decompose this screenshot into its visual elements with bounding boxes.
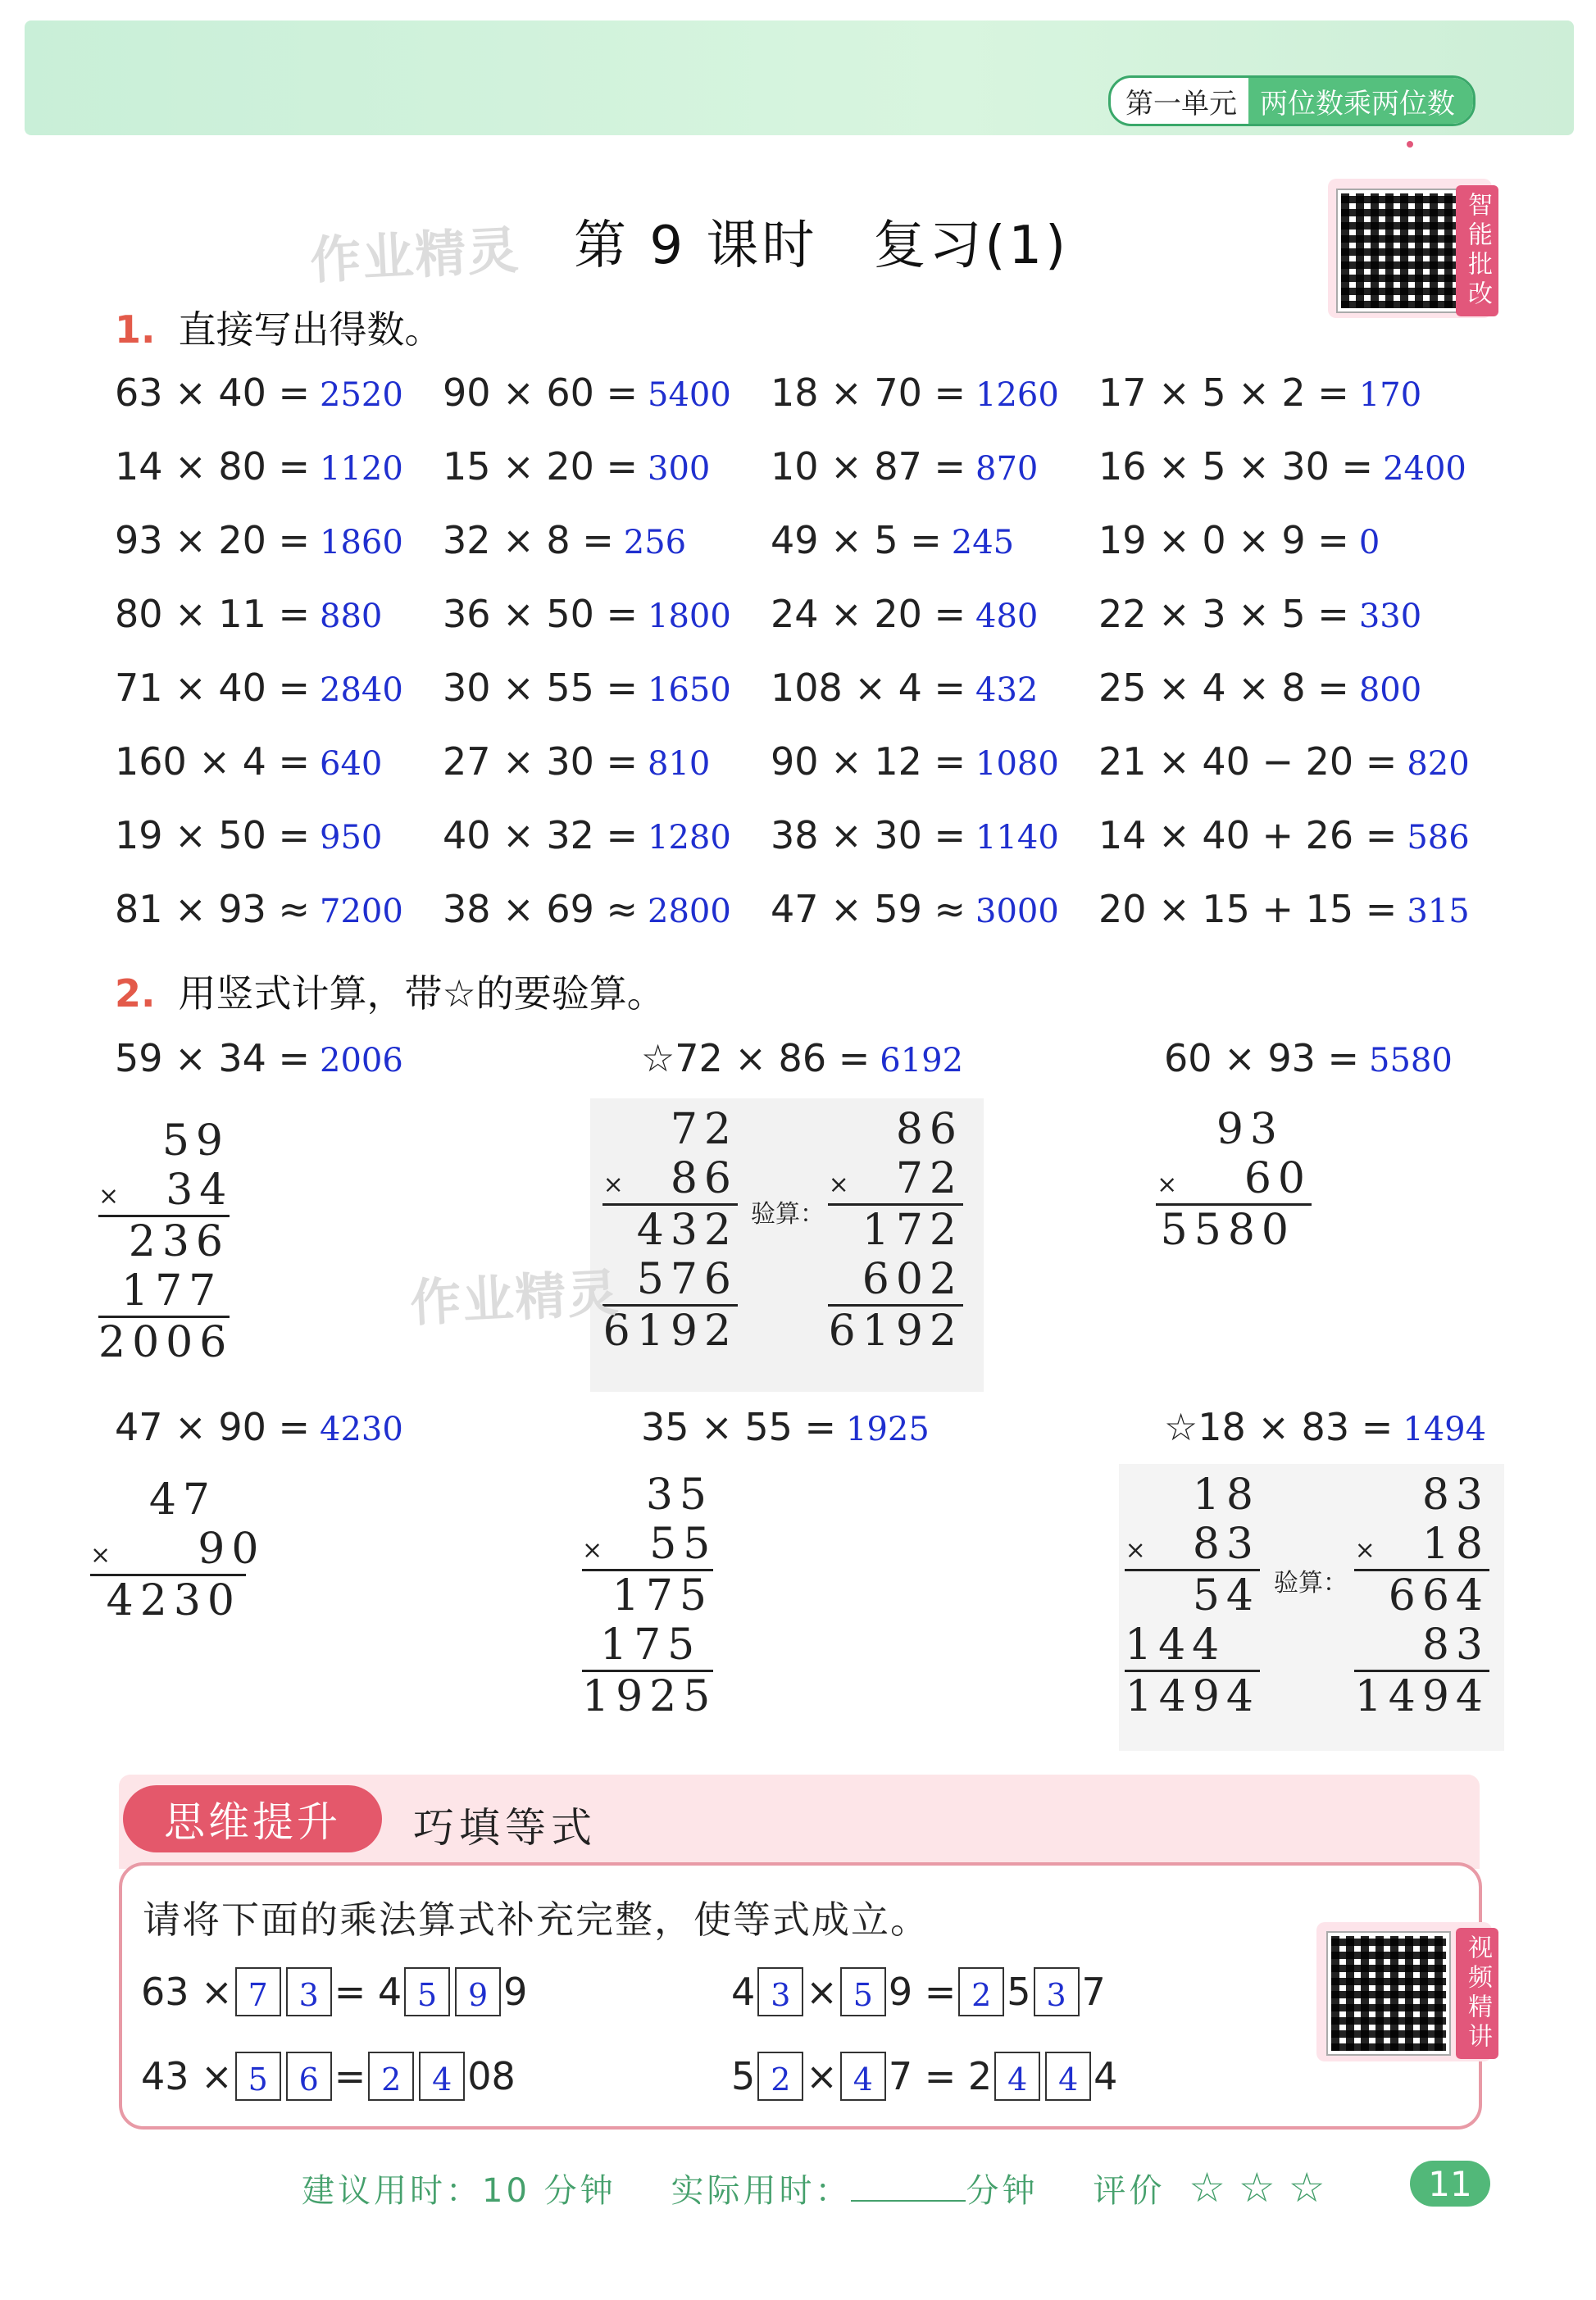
oral-item [1098, 592, 1421, 636]
calc-line: 6192 [828, 1304, 963, 1356]
calc-line: 602 [862, 1255, 963, 1304]
think-instruction: 请将下面的乘法算式补充完整，使等式成立。 [143, 1898, 930, 1942]
qr-label-top: 智能批改 [1456, 185, 1498, 316]
oral-item [771, 518, 1014, 562]
fill-box[interactable]: 3 [286, 1967, 332, 2016]
oral-answer: 3000 [975, 893, 1059, 930]
oral-item [443, 887, 731, 931]
calc-line: 83 [1421, 1470, 1489, 1520]
fill-box[interactable]: 2 [958, 1967, 1004, 2016]
oral-question: 32 × 8 = [443, 518, 614, 562]
oral-answer: 300 [648, 450, 711, 488]
vertical-calc-6 [1125, 1470, 1260, 1721]
actual-time-blank[interactable] [851, 2169, 966, 2202]
oral-question: 38 × 69 ≈ [443, 887, 639, 931]
fill-text: 5 [1007, 1970, 1031, 2014]
oral-question: 16 × 5 × 30 = [1098, 444, 1374, 489]
oral-question: 47 × 59 ≈ [771, 887, 966, 931]
times-sign: × [828, 1170, 856, 1199]
oral-item [443, 813, 731, 857]
fill-text: 08 [467, 2054, 516, 2098]
oral-answer: 1800 [648, 598, 731, 635]
oral-question: 108 × 4 = [771, 666, 966, 710]
times-sign: × [1354, 1536, 1382, 1565]
vertical-calc-1 [98, 1116, 234, 1367]
watermark: 作业精灵 [408, 1262, 622, 1334]
oral-item [771, 887, 1059, 931]
fill-text: 43 × [141, 2054, 233, 2098]
oral-question: 19 × 50 = [115, 813, 311, 857]
fill-row-2-right [731, 2052, 1117, 2101]
calc-line: 83 [1192, 1520, 1260, 1569]
times-sign: × [90, 1541, 118, 1570]
oral-answer: 1140 [975, 819, 1059, 857]
oral-item [115, 370, 403, 415]
calc-line: 1494 [1354, 1670, 1489, 1721]
oral-item [771, 444, 1038, 489]
calc-line: 2006 [98, 1316, 230, 1367]
fill-box[interactable]: 6 [286, 2052, 332, 2101]
fill-row-2-left [141, 2052, 516, 2101]
oral-answer: 1080 [975, 745, 1059, 783]
footer-bar [302, 2164, 1329, 2211]
oral-answer: 5400 [648, 376, 731, 414]
fill-text: 4 [731, 1970, 756, 2014]
oral-question: 10 × 87 = [771, 444, 966, 489]
calc-line: 55 [649, 1520, 717, 1569]
oral-item [115, 444, 403, 489]
fill-box[interactable]: 2 [757, 2052, 803, 2101]
oral-item [1098, 370, 1421, 415]
problem-5-question: 35 × 55 = [641, 1405, 837, 1449]
calc-line: 6192 [602, 1304, 738, 1356]
oral-question: 93 × 20 = [115, 518, 311, 562]
oral-question: 80 × 11 = [115, 592, 311, 636]
fill-box[interactable]: 4 [994, 2052, 1040, 2101]
oral-answer: 586 [1407, 819, 1470, 857]
vertical-calc-4 [90, 1475, 266, 1625]
oral-answer: 170 [1358, 376, 1422, 414]
problem-1-answer: 2006 [320, 1042, 403, 1080]
fill-text: 63 × [141, 1970, 233, 2014]
oral-question: 15 × 20 = [443, 444, 639, 489]
problem-2-question: ☆72 × 86 = [641, 1036, 871, 1080]
oral-answer: 1120 [320, 450, 403, 488]
oral-item [443, 739, 710, 784]
fill-box[interactable]: 3 [1034, 1967, 1080, 2016]
oral-item [443, 518, 686, 562]
times-sign: × [602, 1170, 630, 1199]
fill-row-1-left [141, 1967, 527, 2016]
oral-question: 49 × 5 = [771, 518, 942, 562]
oral-answer: 2400 [1383, 450, 1466, 488]
fill-box[interactable]: 2 [368, 2052, 414, 2101]
section-1-heading [115, 300, 442, 354]
calc-line: 175 [582, 1569, 713, 1620]
fill-text: × [806, 2054, 838, 2098]
oral-answer: 330 [1358, 598, 1422, 635]
fill-box[interactable]: 5 [235, 2052, 281, 2101]
oral-answer: 315 [1407, 893, 1470, 930]
oral-item [443, 592, 731, 636]
calc-line: 47 [148, 1475, 216, 1525]
rating-star-icon[interactable]: ☆ [1189, 2164, 1229, 2211]
calc-line: 236 [98, 1215, 230, 1266]
oral-answer: 950 [320, 819, 383, 857]
verify-label-2: 验算： [751, 1200, 825, 1229]
oral-item [443, 444, 710, 489]
section-2-heading [115, 964, 665, 1018]
oral-answer: 810 [648, 745, 711, 783]
oral-item [771, 813, 1059, 857]
oral-answer: 2800 [648, 893, 731, 930]
oral-question: 21 × 40 − 20 = [1098, 739, 1398, 784]
calc-line: 59 [161, 1116, 230, 1166]
oral-answer: 1650 [648, 671, 731, 709]
problem-6-equation [1164, 1405, 1486, 1449]
think-badge: 思维提升 [123, 1785, 382, 1852]
calc-line: 34 [166, 1166, 234, 1215]
oral-question: 30 × 55 = [443, 666, 639, 710]
fill-text: = 4 [334, 1970, 402, 2014]
times-sign: × [582, 1536, 610, 1565]
oral-question: 38 × 30 = [771, 813, 966, 857]
page-number: 11 [1410, 2161, 1490, 2207]
vertical-calc-3 [1156, 1105, 1312, 1255]
oral-answer: 2840 [320, 671, 403, 709]
oral-item [1098, 444, 1466, 489]
fill-text: 7 = 2 [888, 2054, 993, 2098]
problem-3-question: 60 × 93 = [1164, 1036, 1360, 1080]
oral-question: 19 × 0 × 9 = [1098, 518, 1349, 562]
calc-line: 432 [602, 1203, 738, 1255]
fill-text: 7 [1081, 1970, 1106, 2014]
fill-text: 5 [731, 2054, 756, 2098]
oral-item [443, 370, 731, 415]
fill-box[interactable]: 9 [455, 1967, 501, 2016]
suggested-time: 建议用时：10 分钟 [302, 2172, 616, 2210]
oral-question: 90 × 12 = [771, 739, 966, 784]
calc-line: 90 [198, 1525, 266, 1574]
unit-tag [1108, 75, 1476, 126]
section-1-number: 1. [115, 307, 156, 352]
problem-2-equation [641, 1036, 963, 1080]
oral-question: 24 × 20 = [771, 592, 966, 636]
calc-line: 54 [1125, 1569, 1260, 1620]
oral-question: 14 × 80 = [115, 444, 311, 489]
calc-line: 18 [1192, 1470, 1260, 1520]
calc-line: 664 [1354, 1569, 1489, 1620]
oral-item [443, 666, 731, 710]
oral-question: 71 × 40 = [115, 666, 311, 710]
qr-label-bottom: 视频精讲 [1456, 1928, 1498, 2059]
oral-answer: 432 [975, 671, 1039, 709]
times-sign: × [1125, 1536, 1153, 1565]
verify-calc-6 [1354, 1470, 1489, 1721]
think-title: 巧填等式 [413, 1804, 597, 1852]
oral-question: 81 × 93 ≈ [115, 887, 311, 931]
oral-answer: 1280 [648, 819, 731, 857]
calc-line: 1925 [582, 1670, 713, 1721]
fill-box[interactable]: 4 [840, 2052, 886, 2101]
oral-question: 18 × 70 = [771, 370, 966, 415]
topic-label: 两位数乘两位数 [1248, 78, 1473, 124]
oral-question: 90 × 60 = [443, 370, 639, 415]
rating-star-icon[interactable]: ☆ [1288, 2164, 1329, 2211]
oral-question: 22 × 3 × 5 = [1098, 592, 1349, 636]
fill-box[interactable]: 7 [235, 1967, 281, 2016]
problem-4-question: 47 × 90 = [115, 1405, 311, 1449]
section-2-text: 用竖式计算，带☆的要验算。 [178, 971, 665, 1016]
calc-line: 86 [895, 1105, 963, 1154]
oral-answer: 880 [320, 598, 383, 635]
fill-text: = [334, 2054, 366, 2098]
times-sign: × [1157, 1170, 1184, 1199]
oral-answer: 0 [1358, 524, 1380, 561]
calc-line: 175 [600, 1620, 702, 1670]
watermark: 作业精灵 [308, 220, 522, 291]
oral-item [115, 518, 403, 562]
calc-line: 35 [645, 1470, 713, 1520]
calc-line: 576 [636, 1255, 738, 1304]
verify-calc-2 [828, 1105, 963, 1356]
problem-4-equation [115, 1405, 403, 1449]
oral-answer: 245 [951, 524, 1015, 561]
calc-line: 4230 [90, 1574, 246, 1625]
oral-item [771, 370, 1059, 415]
problem-2-answer: 6192 [880, 1042, 964, 1080]
fill-box[interactable]: 5 [404, 1967, 450, 2016]
calc-line: 93 [1216, 1105, 1284, 1154]
fill-text: × [806, 1970, 838, 2014]
oral-question: 36 × 50 = [443, 592, 639, 636]
oral-item [771, 666, 1038, 710]
rating-label: 评价 [1093, 2172, 1166, 2210]
problem-1-question: 59 × 34 = [115, 1036, 311, 1080]
oral-answer: 7200 [320, 893, 403, 930]
rating-star-icon[interactable]: ☆ [1238, 2164, 1279, 2211]
oral-answer: 1260 [975, 376, 1059, 414]
fill-row-1-right [731, 1967, 1106, 2016]
problem-1-equation [115, 1036, 403, 1080]
minutes-label: 分钟 [966, 2172, 1039, 2210]
oral-question: 17 × 5 × 2 = [1098, 370, 1349, 415]
oral-answer: 1860 [320, 524, 403, 561]
calc-line: 18 [1421, 1520, 1489, 1569]
vertical-calc-2 [602, 1105, 738, 1356]
oral-item [115, 887, 403, 931]
fill-text: 9 [503, 1970, 528, 2014]
fill-box[interactable]: 4 [1045, 2052, 1091, 2101]
calc-line: 177 [121, 1266, 223, 1316]
calc-line: 172 [828, 1203, 963, 1255]
oral-question: 20 × 15 + 15 = [1098, 887, 1398, 931]
oral-answer: 800 [1358, 671, 1422, 709]
calc-line: 86 [670, 1154, 738, 1203]
oral-item [771, 739, 1059, 784]
problem-3-equation [1164, 1036, 1453, 1080]
section-1-text: 直接写出得数。 [178, 307, 443, 352]
problem-6-question: ☆18 × 83 = [1164, 1405, 1394, 1449]
oral-question: 63 × 40 = [115, 370, 311, 415]
oral-item [1098, 666, 1421, 710]
unit-label: 第一单元 [1125, 87, 1237, 120]
oral-answer: 480 [975, 598, 1039, 635]
calc-line: 72 [670, 1105, 738, 1154]
problem-6-answer: 1494 [1403, 1411, 1487, 1448]
qr-code-icon[interactable] [1338, 190, 1459, 311]
oral-question: 40 × 32 = [443, 813, 639, 857]
oral-item [1098, 739, 1470, 784]
qr-code-icon[interactable] [1328, 1933, 1449, 2054]
calc-line: 1494 [1125, 1670, 1260, 1721]
fill-box[interactable]: 3 [757, 1967, 803, 2016]
times-sign: × [98, 1182, 126, 1211]
calc-line: 72 [895, 1154, 963, 1203]
calc-line: 83 [1421, 1620, 1489, 1670]
oral-question: 160 × 4 = [115, 739, 311, 784]
fill-box[interactable]: 5 [840, 1967, 886, 2016]
oral-answer: 2520 [320, 376, 403, 414]
oral-item [1098, 813, 1470, 857]
actual-time-label: 实际用时： [671, 2172, 852, 2210]
calc-line: 144 [1125, 1620, 1226, 1670]
problem-5-answer: 1925 [846, 1411, 930, 1448]
calc-line: 60 [1244, 1154, 1312, 1203]
oral-item [115, 813, 382, 857]
oral-answer: 256 [623, 524, 687, 561]
oral-answer: 640 [320, 745, 383, 783]
oral-question: 25 × 4 × 8 = [1098, 666, 1349, 710]
oral-answer: 870 [975, 450, 1039, 488]
calc-line: 5580 [1156, 1203, 1312, 1255]
fill-text: 9 = [888, 1970, 957, 2014]
fill-box[interactable]: 4 [419, 2052, 465, 2101]
oral-item [115, 739, 382, 784]
section-2-number: 2. [115, 971, 156, 1016]
page-title: 第 9 课时 复习(1) [574, 216, 1070, 276]
problem-5-equation [641, 1405, 930, 1449]
oral-item [115, 592, 382, 636]
vertical-calc-5 [582, 1470, 717, 1721]
fill-text: 4 [1094, 2054, 1118, 2098]
verify-label-6: 验算： [1274, 1569, 1348, 1598]
problem-4-answer: 4230 [320, 1411, 403, 1448]
oral-item [115, 666, 403, 710]
oral-item [1098, 518, 1380, 562]
oral-item [1098, 887, 1470, 931]
oral-answer: 820 [1407, 745, 1470, 783]
hanger-dot [1407, 141, 1413, 148]
problem-3-answer: 5580 [1369, 1042, 1453, 1080]
oral-item [771, 592, 1038, 636]
oral-question: 27 × 30 = [443, 739, 639, 784]
oral-question: 14 × 40 + 26 = [1098, 813, 1398, 857]
